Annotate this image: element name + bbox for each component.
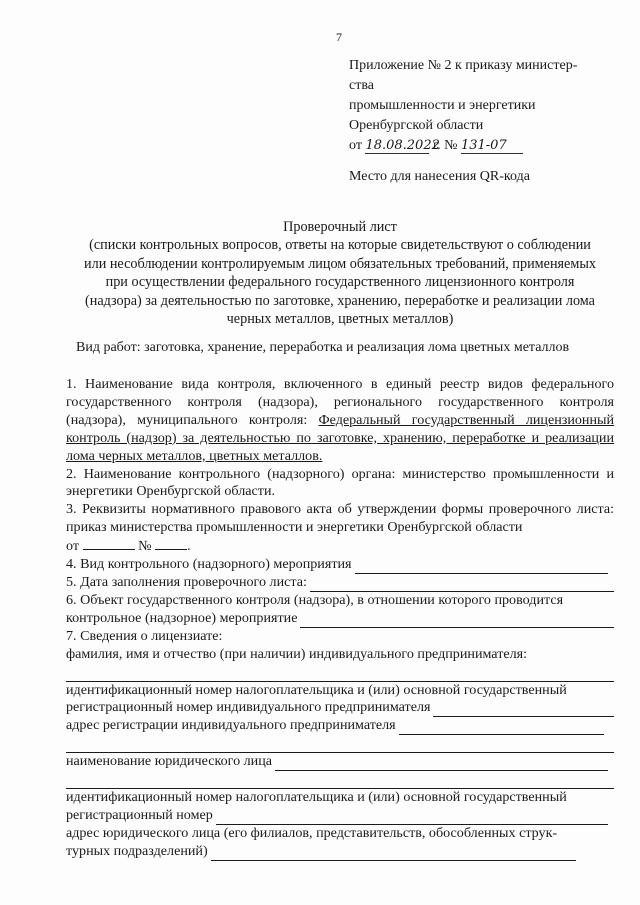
title-line: или несоблюдении контролируемым лицом обязательных требований, применяемых [84,255,596,272]
appendix-date-line [349,136,604,156]
title-line: (надзора) за деятельностью по заготовке, хранению, переработке и реализации лома [85,292,595,309]
decree-number-field[interactable] [155,537,187,550]
title-line: при осуществлении федерального государственного лицензионного контроля [105,274,575,291]
ip-address-row [66,717,614,735]
item-1 [66,376,614,466]
org-name-extra-field[interactable] [66,771,614,789]
org-ogrn-label: регистрационный номер [66,807,213,824]
appendix-line: Оренбургской области [349,118,484,133]
appendix-line: Приложение № 2 к приказу министер- [349,58,578,73]
title-line: черных металлов, цветных металлов) [226,311,454,328]
from-label: от [349,138,362,153]
org-ogrn-field[interactable] [216,812,608,825]
appendix-line: промышленности и энергетики [349,98,536,113]
item-6: 6. Объект государственного контроля (надзора), в отношении которого проводится [66,591,564,608]
ip-inn-label: идентификационный номер налогоплательщика и (или) основной государственный [66,681,567,698]
ip-address-extra-field[interactable] [66,735,614,753]
item-3: 3. Реквизиты нормативного правового акта об утверждении формы проверочного листа: приказ министерства промышленности и энергетики Оренбургской области [66,501,614,536]
page-number: 7 [336,30,342,44]
checklist-items [66,376,614,861]
org-address-row [66,843,614,861]
org-address-field[interactable] [211,848,576,861]
ip-ogrn-row [66,699,614,717]
item-2: 2. Наименование контрольного (надзорного) органа: министерство промышленности и энергетики Оренбургской области. [66,465,614,500]
org-address-label: адрес юридического лица (его филиалов, представительств, обособленных струк- [66,824,558,841]
org-name-field[interactable] [275,758,608,771]
fill-date-field[interactable] [310,579,614,592]
work-type-line: Вид работ: заготовка, хранение, переработка и реализация лома цветных металлов [76,340,570,355]
decree-date-field[interactable] [83,537,135,550]
title-heading: Проверочный лист [283,219,397,235]
org-ogrn-row [66,807,614,825]
ip-address-field[interactable] [399,722,604,735]
qr-code-placeholder-label: Место для нанесения QR-кода [349,169,530,184]
item-3-from-label: от [66,538,80,555]
ip-address-label: адрес регистрации индивидуального предпринимателя [66,717,396,734]
item-6-continuation [66,610,614,628]
org-address-label-cont: турных подразделений) [66,842,208,859]
ip-ogrn-field[interactable] [433,704,614,717]
handwritten-order-number: 131-07 [461,138,523,154]
item-4-label: 4. Вид контрольного (надзорного) мероприятия [66,556,352,573]
ip-ogrn-label: регистрационный номер индивидуального предпринимателя [66,699,431,716]
control-event-type-field[interactable] [355,561,608,574]
item-4 [66,556,614,574]
item-1-text: 1. Наименование вида контроля, включенного в единый реестр видов федерального государственного контроля (надзора), регионального государственного контроля (надзора), муниципального контроля: [66,376,614,428]
control-object-field[interactable] [300,615,614,628]
item-3-number-label: № [138,538,152,555]
handwritten-date: 18.08.2022 [365,138,440,153]
control-type-value: Федеральный государственный лицензионный контроль (надзор) за деятельностью по заготовке, хранению, переработке и реализации лома черных металлов, цветных металлов. [66,411,615,464]
item-5-label: 5. Дата заполнения проверочного листа: [66,573,307,590]
org-name-row [66,753,614,771]
item-5 [66,574,614,592]
item-7: 7. Сведения о лицензиате: [66,627,223,644]
appendix-header [349,56,604,156]
ip-fio-label: фамилия, имя и отчество (при наличии) индивидуального предпринимателя: [66,645,528,662]
appendix-line: ства [349,78,374,93]
ip-fio-field[interactable] [66,664,614,682]
checklist-title [60,218,620,328]
title-line: (списки контрольных вопросов, ответы на которые свидетельствуют о соблюдении [89,237,591,254]
item-6-cont-label: контрольное (надзорное) мероприятие [66,609,298,626]
org-inn-label: идентификационный номер налогоплательщика и (или) основной государственный [66,789,567,806]
org-name-label: наименование юридического лица [66,753,273,770]
item-3-details: от № . [66,538,191,555]
year-number-label: г. № [432,138,458,153]
